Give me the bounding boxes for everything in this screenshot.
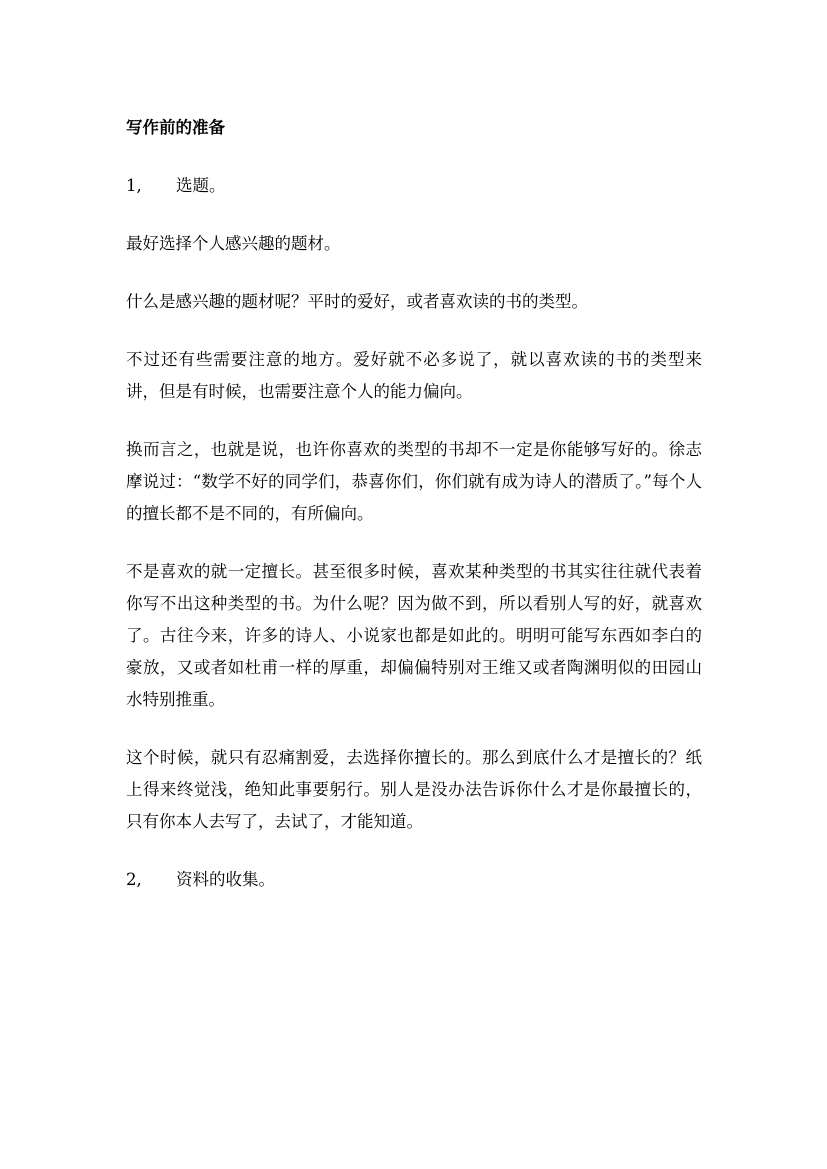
section-1-number: 1, bbox=[126, 176, 142, 195]
paragraph-2: 什么是感兴趣的题材呢？平时的爱好，或者喜欢读的书的类型。 bbox=[126, 292, 588, 311]
paragraph-3: 不过还有些需要注意的地方。爱好就不必多说了，就以喜欢读的书的类型来讲，但是有时候，也需要注意个人的能力偏向。 bbox=[126, 350, 702, 401]
section-2-heading bbox=[126, 864, 702, 896]
section-2-title: 资料的收集。 bbox=[176, 870, 275, 889]
paragraph-4: 换而言之，也就是说，也许你喜欢的类型的书却不一定是你能够写好的。徐志摩说过：“数学不好的同学们，恭喜你们，你们就有成为诗人的潜质了。”每个人的擅长都不是不同的，有所偏向。 bbox=[126, 440, 702, 523]
section-2-number: 2, bbox=[126, 870, 142, 889]
document-heading: 写作前的准备 bbox=[126, 118, 225, 137]
section-1-heading bbox=[126, 170, 702, 202]
paragraph-1: 最好选择个人感兴趣的题材。 bbox=[126, 234, 341, 253]
section-1-title: 选题。 bbox=[176, 176, 226, 195]
document-body bbox=[126, 112, 702, 922]
paragraph-5: 不是喜欢的就一定擅长。甚至很多时候，喜欢某种类型的书其实往往就代表着你写不出这种类型的书。为什么呢？因为做不到，所以看别人写的好，就喜欢了。古往今来，许多的诗人、小说家也都是如此的。明明可能写东西如李白的豪放，又或者如杜甫一样的厚重，却偏偏特别对王维又或者陶渊明似的田园山水特别推重。 bbox=[126, 562, 702, 709]
paragraph-6: 这个时候，就只有忍痛割爱，去选择你擅长的。那么到底什么才是擅长的？纸上得来终觉浅，绝知此事要躬行。别人是没办法告诉你什么才是你最擅长的，只有你本人去写了，去试了，才能知道。 bbox=[126, 748, 702, 831]
